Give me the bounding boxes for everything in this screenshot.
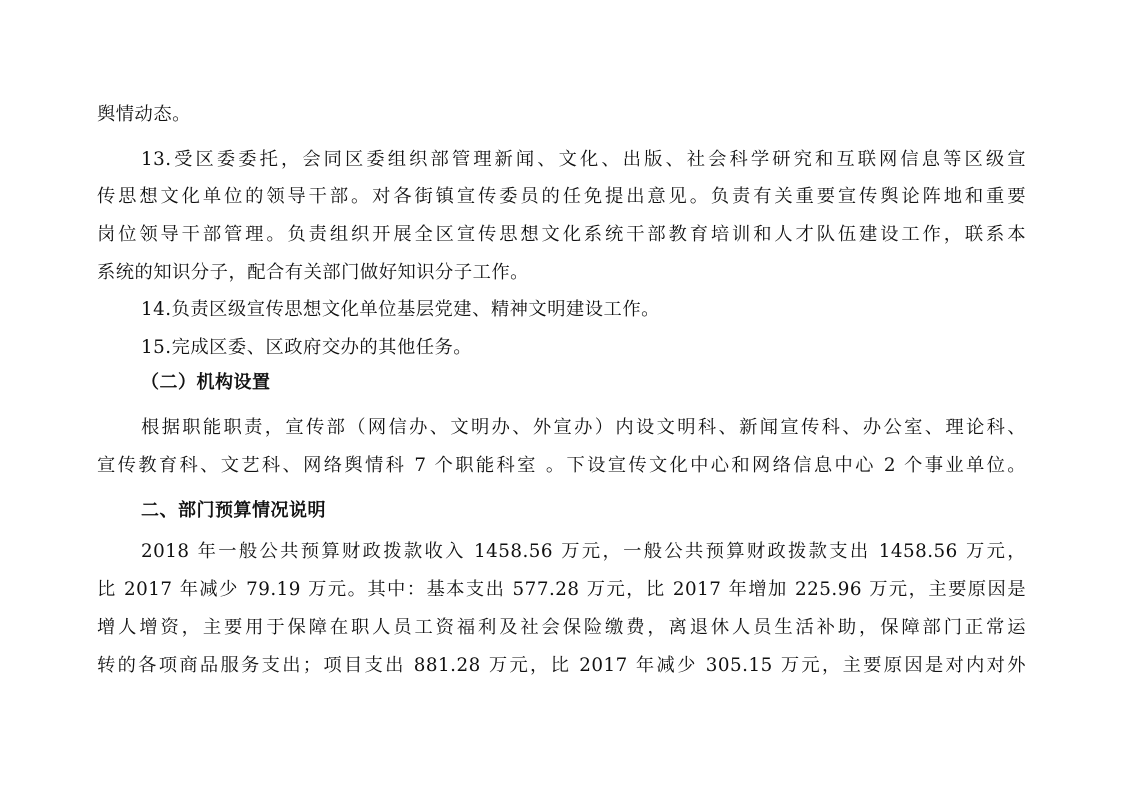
paragraph-line: 传思想文化单位的领导干部。对各街镇宣传委员的任免提出意见。负责有关重要宣传舆论阵地和重要 xyxy=(97,186,1026,207)
paragraph-line: 15.完成区委、区政府交办的其他任务。 xyxy=(141,337,473,358)
paragraph-line: 舆情动态。 xyxy=(97,104,191,125)
paragraph-line: 14.负责区级宣传思想文化单位基层党建、精神文明建设工作。 xyxy=(141,299,660,320)
paragraph-line: 岗位领导干部管理。负责组织开展全区宣传思想文化系统干部教育培训和人才队伍建设工作，联系本 xyxy=(97,224,1026,245)
paragraph-line: 系统的知识分子，配合有关部门做好知识分子工作。 xyxy=(97,262,529,283)
section-heading: （二）机构设置 xyxy=(141,372,271,393)
paragraph-line: 转的各项商品服务支出；项目支出 881.28 万元，比 2017 年减少 305.15 万元，主要原因是对内对外 xyxy=(97,655,1026,676)
paragraph-line: 2018 年一般公共预算财政拨款收入 1458.56 万元，一般公共预算财政拨款支出 1458.56 万元， xyxy=(141,541,1026,562)
paragraph-line: 根据职能职责，宣传部（网信办、文明办、外宣办）内设文明科、新闻宣传科、办公室、理论科、 xyxy=(141,417,1026,438)
paragraph-line: 比 2017 年减少 79.19 万元。其中：基本支出 577.28 万元，比 2017 年增加 225.96 万元，主要原因是 xyxy=(97,579,1026,600)
paragraph-line: 13.受区委委托，会同区委组织部管理新闻、文化、出版、社会科学研究和互联网信息等区级宣 xyxy=(141,149,1026,170)
section-heading: 二、部门预算情况说明 xyxy=(141,500,326,521)
paragraph-line: 增人增资，主要用于保障在职人员工资福利及社会保险缴费，离退休人员生活补助，保障部门正常运 xyxy=(97,617,1026,638)
paragraph-line: 宣传教育科、文艺科、网络舆情科 7 个职能科室 。下设宣传文化中心和网络信息中心 2 个事业单位。 xyxy=(97,455,1026,476)
